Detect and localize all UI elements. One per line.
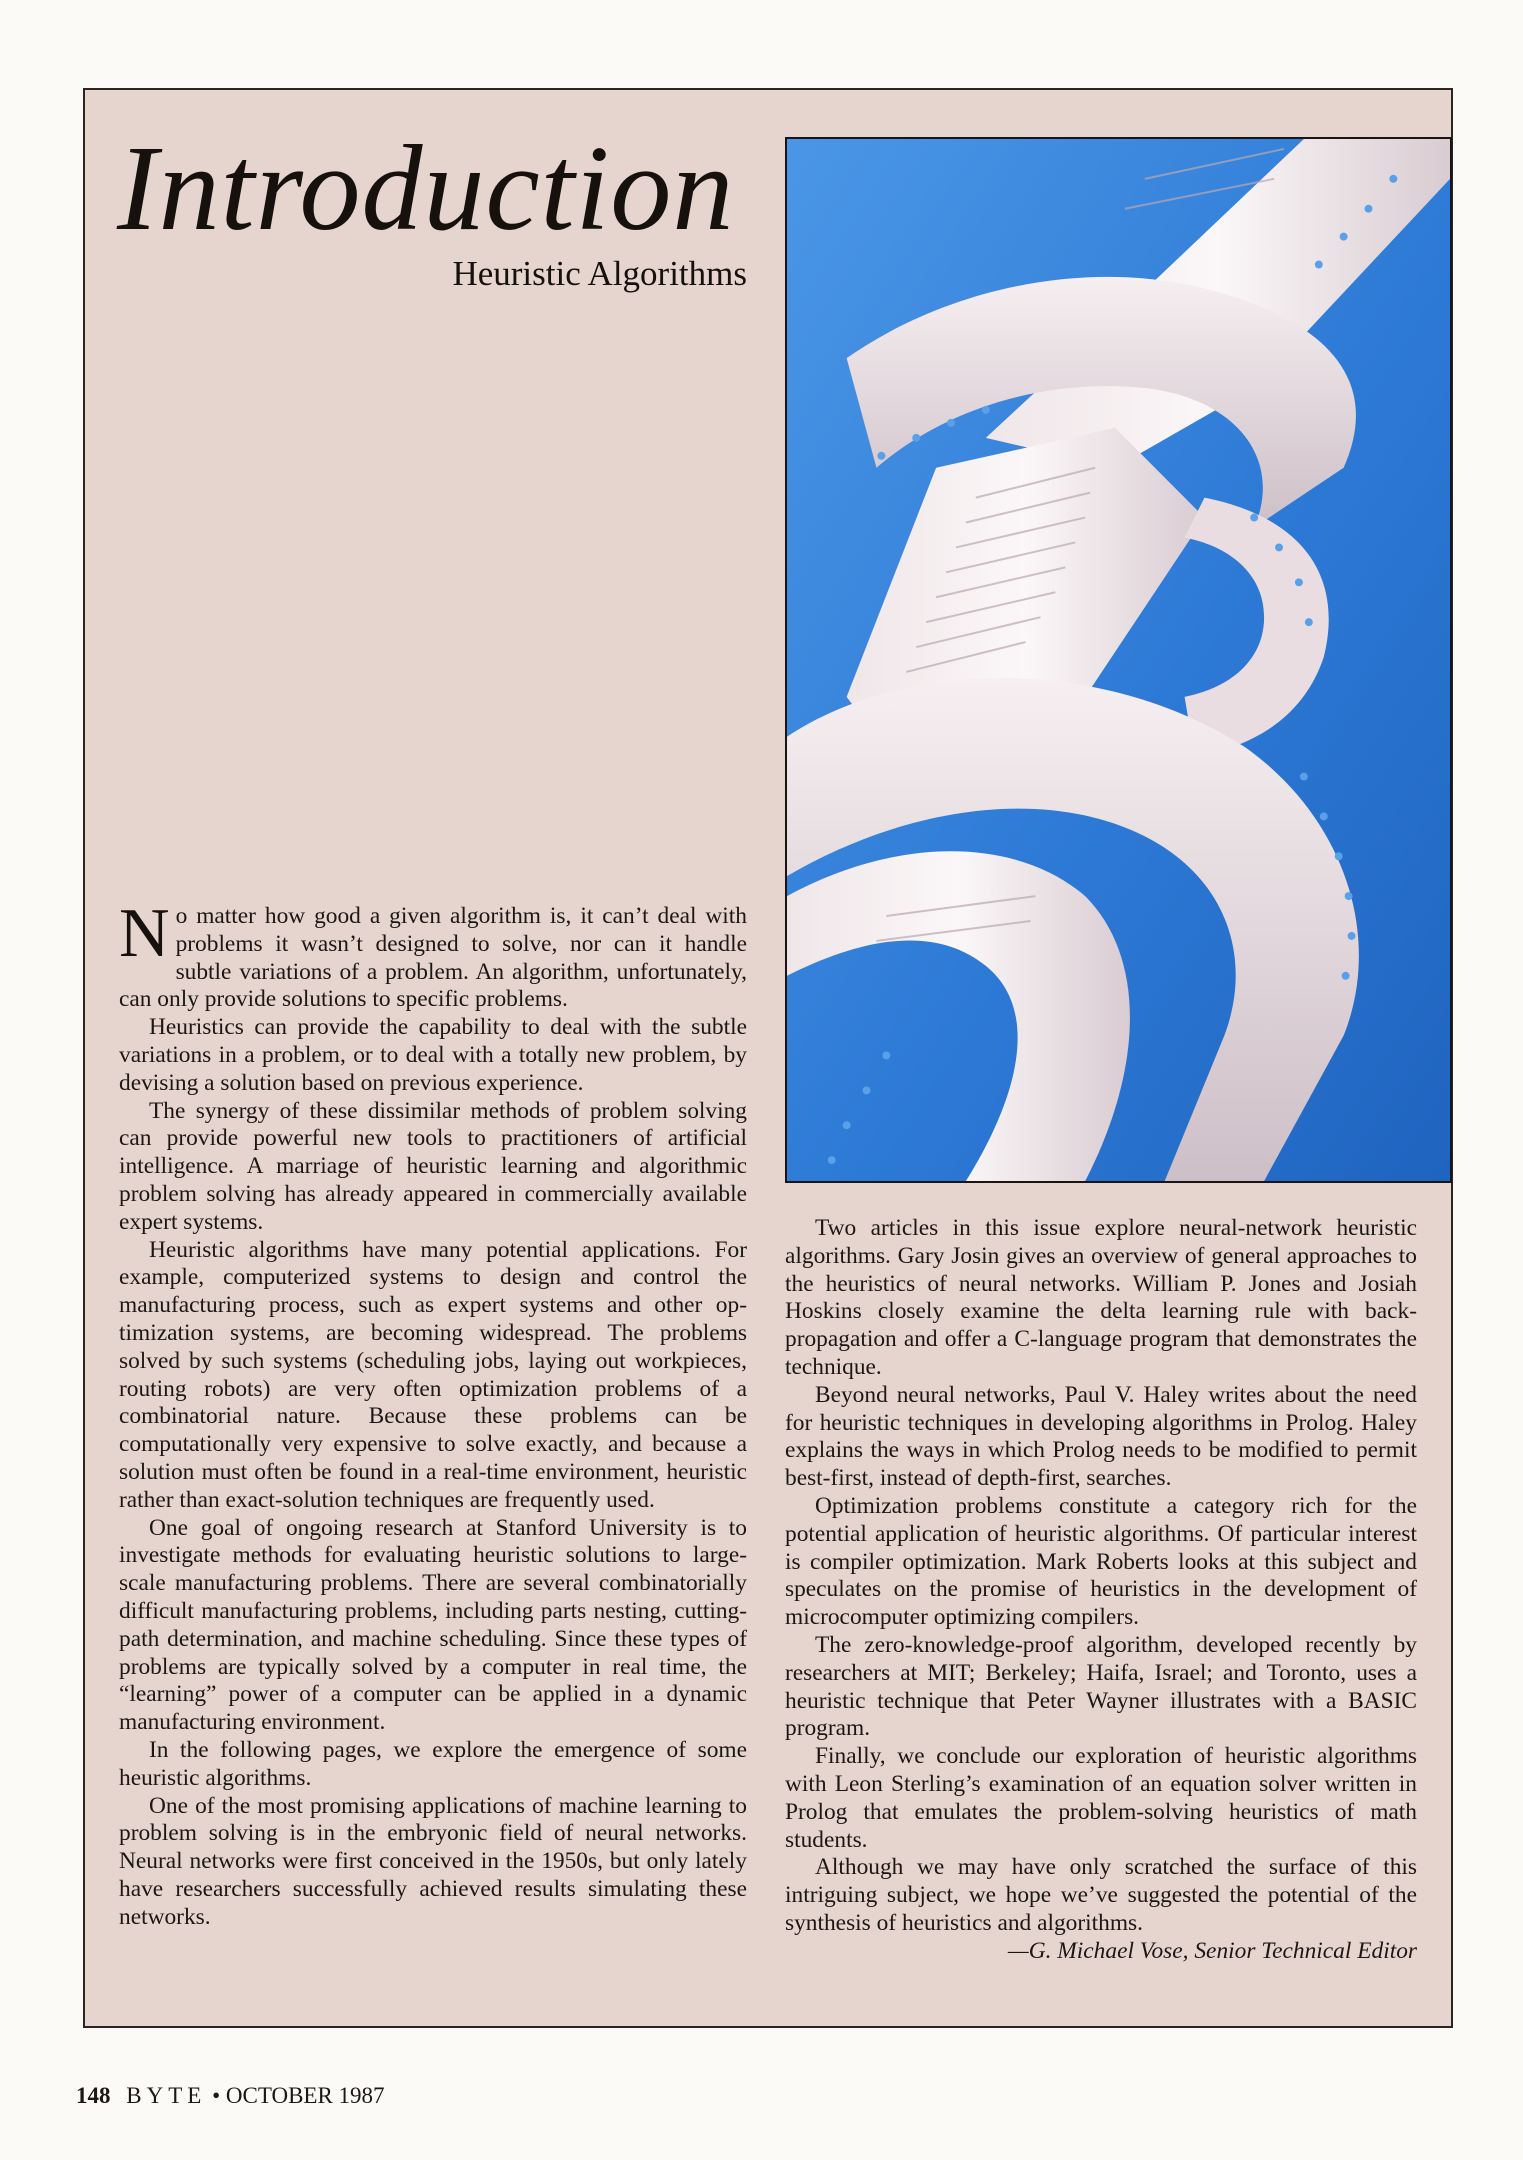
paragraph: Heuristic algorithms have many potential applications. For example, computerized systems to design and control the manufacturing process, such as expert systems and other optimization systems, are becoming widespread. The problems solved by such systems (scheduling jobs, laying out workpieces, routing robots) are very often optimization problems of a combinatorial nature. Because these problems can be computationally very expensive to solve exactly, and because a solution must often be found in a real-time environment, heuristic rather than exact-solution techniques are frequently used. xyxy=(119,1236,747,1513)
paragraph: The zero-knowledge-proof algorithm, developed recently by researchers at MIT; Berkeley; Haifa, Israel; and Toronto, uses a heuristic technique that Peter Wayner illustrates with a BASIC program. xyxy=(785,1631,1417,1742)
paragraph: Heuristics can provide the capability to deal with the subtle variations in a problem, or to deal with a totally new problem, by devising a solution based on previous experience. xyxy=(119,1014,747,1096)
page-title: Introduction xyxy=(117,121,735,256)
paragraph: Optimization problems constitute a category rich for the potential application of heuristic algorithms. Of particular interest is compiler optimization. Mark Roberts looks at this subject and speculates on the promise of heuristics in the development of microcomputer optimizing compilers. xyxy=(785,1492,1417,1631)
paper-ribbon-illustration xyxy=(787,139,1450,1181)
paragraph: One of the most promising applications of machine learning to problem solving is in the embryonic field of neural networks. Neural networks were first conceived in the 1950s, but only lately have researchers successfully achieved results simulating these networks. xyxy=(119,1792,747,1930)
magazine-name: BYTE xyxy=(126,2083,207,2108)
paragraph: Two articles in this issue explore neural-network heuristic algorithms. Gary Josin gives an overview of general approaches to the heuristics of neural networks. William P. Jones and Josiah Hoskins closely examine the delta learning rule with back-propagation and offer a C-language program that demonstrates the technique. xyxy=(785,1215,1417,1380)
footer-separator: • xyxy=(212,2083,221,2108)
paragraph: In the following pages, we explore the emergence of some heuristic algorithms. xyxy=(119,1736,747,1791)
paragraph: Although we may have only scratched the surface of this intriguing subject, we hope we’ve suggested the potential of the synthesis of heuristics and algorithms. xyxy=(785,1854,1417,1936)
paragraph: Finally, we conclude our exploration of heuristic algorithms with Leon Sterling’s examination of an equation solver written in Prolog that emulates the problem-solving heuristics of math students. xyxy=(785,1743,1417,1853)
paragraph: One goal of ongoing research at Stanford University is to investigate methods for evaluating heuristic solutions to large-scale manufacturing problems. There are several combinatorially difficult manufacturing problems, including parts nesting, cutting-path determination, and machine scheduling. Since these types of problems are typically solved by a computer in real time, the “learning” power of a computer can be applied in a dynamic manufacturing environment. xyxy=(119,1514,747,1736)
author-signature: —G. Michael Vose, Senior Technical Editor xyxy=(1007,1937,1417,1964)
page-number: 148 xyxy=(76,2083,111,2108)
article-column-left xyxy=(119,895,747,1931)
paragraph: No matter how good a given algorithm is, it can’t deal with problems it wasn’t designed to solve, nor can it handle subtle variations of a problem. An algorithm, unfortunately, can only provide solutions to specific problems. xyxy=(119,895,747,1013)
page-subtitle: Heuristic Algorithms xyxy=(452,254,747,293)
page-footer xyxy=(76,2084,385,2107)
paragraph: The synergy of these dissimilar methods of problem solving can provide powerful new tools to practitioners of artificial intelligence. A marriage of heuristic learning and algorithmic problem solving has already appeared in commercially available expert systems. xyxy=(119,1097,747,1235)
article-column-right xyxy=(785,1215,1417,1966)
paragraph: Beyond neural networks, Paul V. Haley writes about the need for heuristic techniques in developing algorithms in Prolog. Haley explains the ways in which Prolog needs to be modified to permit best-first, instead of depth-first, searches. xyxy=(785,1381,1417,1492)
issue-date: OCTOBER 1987 xyxy=(225,2083,385,2108)
paper-ribbon-photo xyxy=(785,137,1452,1183)
drop-cap: N xyxy=(119,895,170,972)
